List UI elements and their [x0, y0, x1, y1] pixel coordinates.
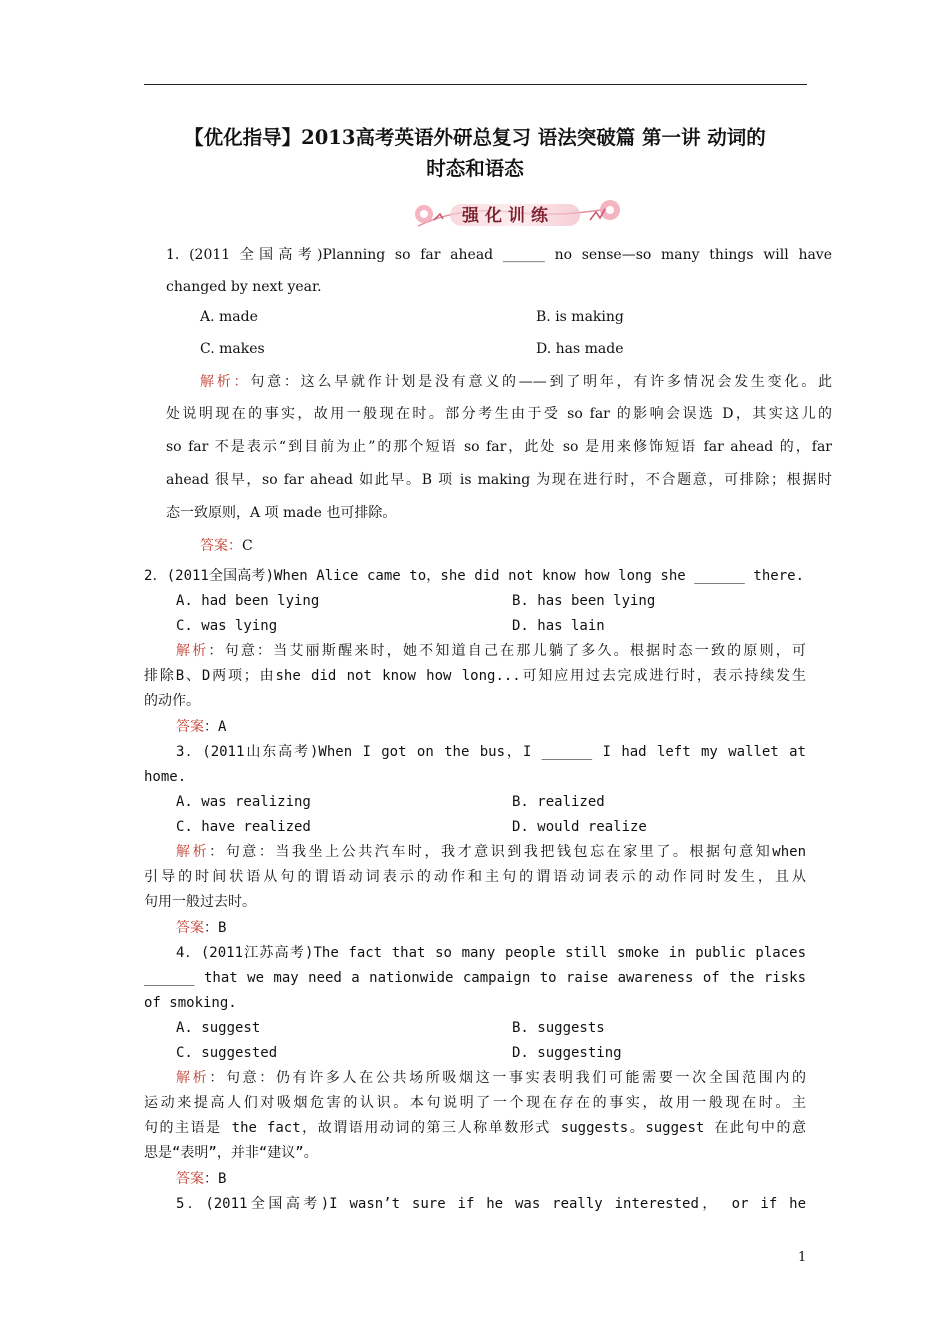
q2-answer-value: ：A: [204, 719, 227, 735]
q4-analysis-text-1: ：句意：仍有许多人在公共场所吸烟这一事实表明我们可能需要一次全国范围内的: [209, 1070, 807, 1086]
q2-stem: 2．(2011全国高考)When Alice came to，she did not know how long she ______ there.: [144, 568, 804, 584]
q3-option-c: C. have realized: [176, 819, 311, 835]
q2-option-b: B. has been lying: [512, 593, 656, 609]
q1-answer-value: C: [242, 538, 253, 554]
q2-answer-label: 答案: [176, 719, 204, 735]
q1-analysis-line-1: [166, 372, 832, 392]
title-line-2: 时态和语态: [426, 157, 524, 180]
q3-stem-line-2: home.: [144, 769, 187, 785]
q3-analysis-text-1: ：句意：当我坐上公共汽车时，我才意识到我把钱包忘在家里了。根据句意知when: [209, 844, 807, 860]
q4-analysis-label: 解析: [176, 1070, 210, 1086]
q4-analysis-line-4: 思是“表明”，并非“建议”。: [144, 1145, 318, 1161]
q2-answer: [176, 717, 226, 737]
q2-analysis-line-2: 排除B、D两项；由she did not know how long...可知应用过去完成进行时，表示持续发生: [144, 668, 806, 684]
q4-answer: [176, 1169, 226, 1189]
q4-analysis-line-1: [144, 1068, 806, 1088]
title-line-1: 【优化指导】2013高考英语外研总复习 语法突破篇 第一讲 动词的: [184, 126, 766, 149]
header-rule: [144, 84, 807, 85]
page-title: [130, 122, 820, 184]
q1-analysis-line-4: ahead 很早，so far ahead 如此早。B 项 is making 为现在进行时，不合题意，可排除；根据时: [166, 472, 832, 488]
q1-option-a: A. made: [200, 309, 258, 325]
q1-answer: [200, 536, 253, 556]
q1-analysis-text-1: 句意：这么早就作计划是没有意义的——到了明年，有许多情况会发生变化。此: [250, 374, 833, 390]
q3-option-d: D. would realize: [512, 819, 647, 835]
q4-option-a: A. suggest: [176, 1020, 261, 1036]
q4-option-b: B. suggests: [512, 1020, 605, 1036]
q4-stem-line-2: ______ that we may need a nationwide campaign to raise awareness of the risks: [144, 970, 806, 986]
q3-option-a: A. was realizing: [176, 794, 311, 810]
q4-stem-line-1: 4．(2011江苏高考)The fact that so many people still smoke in public places: [176, 945, 806, 961]
q4-answer-value: ：B: [204, 1171, 227, 1187]
q4-option-d: D. suggesting: [512, 1045, 622, 1061]
q1-stem-line-2: changed by next year.: [166, 279, 322, 295]
q2-option-a: A. had been lying: [176, 593, 320, 609]
banner-label: 强化训练: [462, 206, 554, 226]
q3-analysis-line-1: [144, 842, 806, 862]
q2-option-d: D. has lain: [512, 618, 605, 634]
q4-analysis-line-2: 运动来提高人们对吸烟危害的认识。本句说明了一个现在存在的事实，故用一般现在时。主: [144, 1095, 806, 1111]
q5-stem-line-1: 5．(2011全国高考)I wasn’t sure if he was really interested， or if he: [176, 1196, 806, 1212]
q2-analysis-label: 解析: [176, 643, 209, 659]
q1-analysis-line-3: so far 不是表示“到目前为止”的那个短语 so far，此处 so 是用来修饰短语 far ahead 的，far: [166, 439, 832, 455]
q2-analysis-text-1: ：句意：当艾丽斯醒来时，她不知道自己在那儿躺了多久。根据时态一致的原则，可: [208, 643, 806, 659]
q2-analysis-line-3: 的动作。: [144, 693, 200, 709]
q2-option-c: C. was lying: [176, 618, 278, 634]
q3-answer: [176, 918, 226, 938]
q1-option-b: B. is making: [536, 309, 624, 325]
page-number: 1: [798, 1250, 807, 1265]
q4-analysis-line-3: 句的主语是 the fact，故谓语用动词的第三人称单数形式 suggests。suggest 在此句中的意: [144, 1120, 806, 1136]
q1-analysis-line-2: 处说明现在的事实，故用一般现在时。部分考生由于受 so far 的影响会误选 D，其实这儿的: [166, 406, 832, 422]
q1-answer-label: 答案：: [200, 538, 242, 554]
q1-analysis-line-5: 态一致原则，A 项 made 也可排除。: [166, 505, 397, 521]
q3-analysis-line-3: 句用一般过去时。: [144, 894, 256, 910]
q3-answer-value: ：B: [204, 920, 227, 936]
q3-option-b: B. realized: [512, 794, 605, 810]
q3-answer-label: 答案: [176, 920, 204, 936]
q1-option-c: C. makes: [200, 341, 265, 357]
q4-stem-line-3: of smoking.: [144, 995, 237, 1011]
q1-option-d: D. has made: [536, 341, 624, 357]
q4-answer-label: 答案: [176, 1171, 204, 1187]
q3-analysis-line-2: 引导的时间状语从句的谓语动词表示的动作和主句的谓语动词表示的动作同时发生，且从: [144, 869, 806, 885]
q1-stem-line-1: 1. (2011 全国高考)Planning so far ahead ______ no sense—so many things will have: [166, 247, 832, 263]
q4-option-c: C. suggested: [176, 1045, 278, 1061]
q3-analysis-label: 解析: [176, 844, 210, 860]
q1-analysis-label: 解析：: [200, 374, 251, 390]
q2-analysis-line-1: [144, 641, 806, 661]
q3-stem-line-1: 3．(2011山东高考)When I got on the bus，I ______ I had left my wallet at: [176, 744, 806, 760]
